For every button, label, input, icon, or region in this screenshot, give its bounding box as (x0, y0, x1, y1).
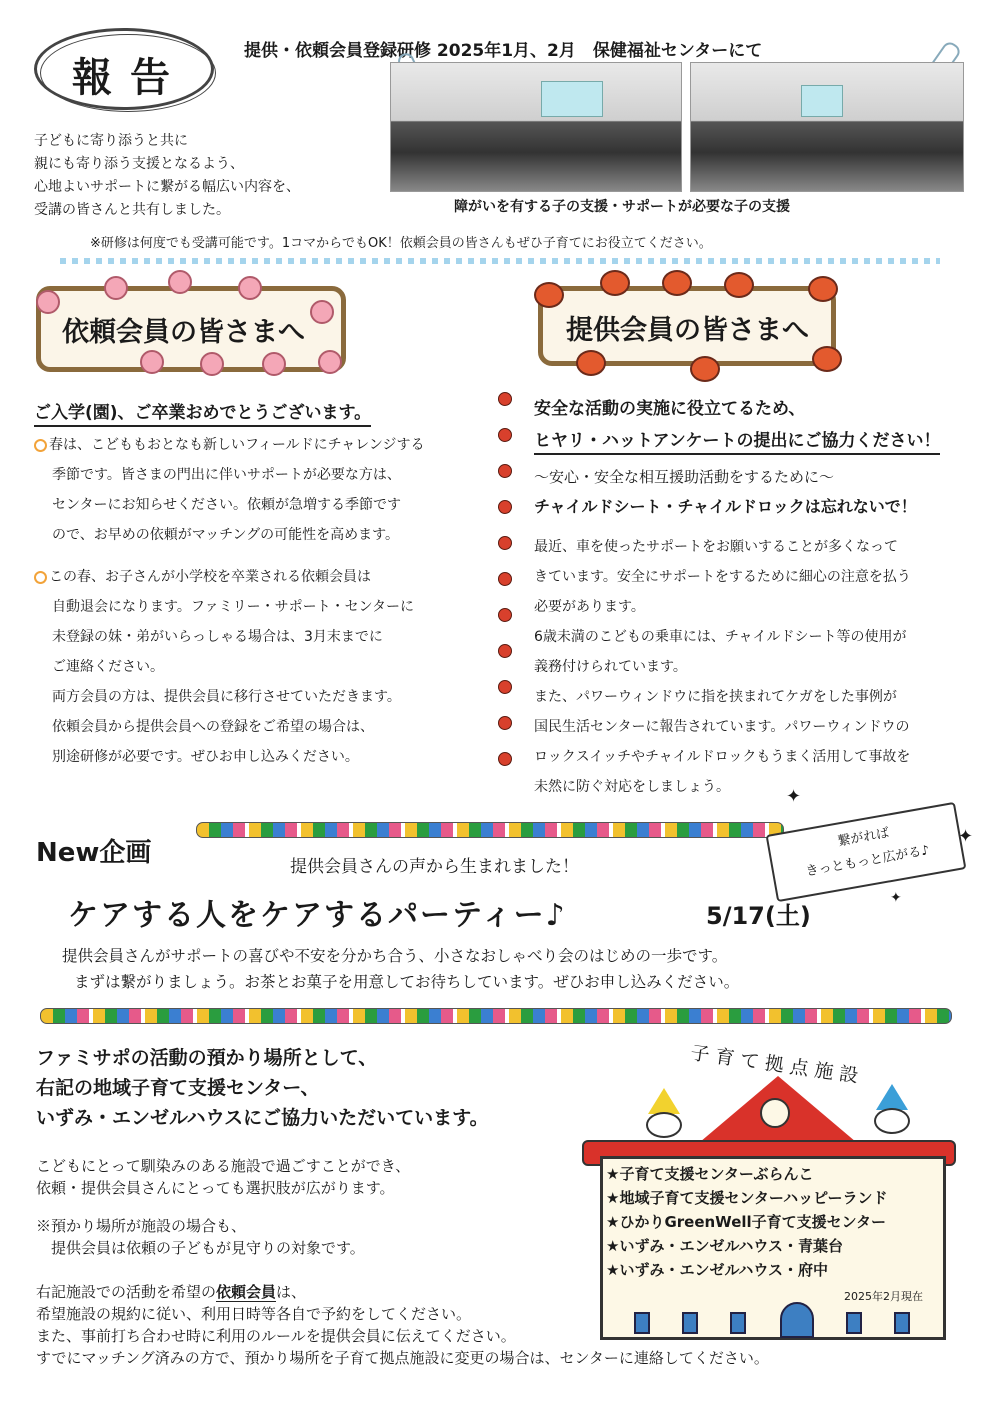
training-photo-2 (690, 62, 964, 192)
safety-subtitle: ～安心・安全な相互援助活動をするために～ (534, 468, 835, 486)
text-line: また、事前打ち合わせ時に利用のルールを提供会員に伝えてください。 (36, 1328, 516, 1345)
ladybug-icon (498, 500, 512, 514)
child-hat-icon (876, 1084, 908, 1110)
text-line: 依頼会員から提供会員への登録をご希望の場合は、 (52, 719, 374, 735)
ladybug-icon (498, 644, 512, 658)
text-line: ※預かり場所が施設の場合も、 (36, 1218, 247, 1235)
text-line: きています。安全にサポートをするために細心の注意を払う (534, 569, 911, 585)
house-label: 子育て拠点施設 (689, 1041, 866, 1089)
congrats-heading: ご入学(園)、ご卒業おめでとうございます。 (34, 398, 371, 427)
photo-caption: 障がいを有する子の支援・サポートが必要な子の支援 (454, 199, 790, 215)
text-line: ご連絡ください。 (52, 659, 164, 675)
client-frame-title: 依頼会員の皆さまへ (62, 317, 305, 348)
provider-frame-title: 提供会員の皆さまへ (566, 315, 809, 346)
party-title: ケアする人をケアするパーティー♪ (68, 898, 567, 933)
event-desc-1: 提供会員さんがサポートの喜びや不安を分かち合う、小さなおしゃべり会のはじめの一歩です。 (62, 947, 728, 965)
facility-headline (36, 1044, 489, 1134)
intro-line: 受講の皆さんと共有しました。 (34, 202, 230, 218)
sakura-icon (104, 276, 128, 300)
text-line: 6歳未満のこどもの乗車には、チャイルドシート等の使用が (534, 629, 907, 645)
text-line: 必要があります。 (534, 599, 645, 615)
provider-body (534, 532, 974, 802)
child-face-icon (646, 1112, 682, 1138)
sparkle-icon: ✦ (890, 890, 902, 906)
as-of-date: 2025年2月現在 (844, 1290, 923, 1303)
ladybug-icon (498, 464, 512, 478)
ladybug-icon (498, 716, 512, 730)
facility-list (606, 1162, 888, 1282)
text-line: 未登録の妹・弟がいらっしゃる場合は、3月末までに (52, 629, 383, 645)
text-line: また、パワーウィンドウに指を挟まれてケガをした事例が (534, 689, 897, 705)
text-line: 国民生活センターに報告されています。パワーウィンドウの (534, 719, 910, 735)
text-line: 依頼・提供会員さんにとっても選択肢が広がります。 (36, 1180, 395, 1197)
client-para-1 (34, 430, 484, 550)
event-subtitle: 提供会員さんの声から生まれました！ (290, 857, 579, 877)
report-intro (34, 130, 384, 222)
text-span: 右記施設での活動を希望の (36, 1284, 217, 1301)
child-face-icon (874, 1108, 910, 1134)
sakura-icon (140, 350, 164, 374)
training-photo-1 (390, 62, 682, 192)
training-notice: ※研修は何度でも受講可能です。1コマからでもOK！依頼会員の皆さんもぜひ子育てにお役立てください。 (90, 236, 712, 251)
intro-line: 親にも寄り添う支援となるよう、 (34, 156, 244, 172)
text-line: 別途研修が必要です。ぜひお申し込みください。 (52, 749, 359, 765)
wave-divider (60, 258, 940, 264)
facility-item: ★地域子育て支援センターハッピーランド (606, 1189, 888, 1207)
ladybug-icon (498, 536, 512, 550)
text-line: この春、お子さんが小学校を卒業される依頼会員は (49, 569, 371, 585)
ring-bullet-icon (34, 571, 47, 584)
window-icon (682, 1312, 698, 1334)
facility-item: ★いずみ・エンゼルハウス・青葉台 (606, 1237, 843, 1255)
sakura-icon (168, 270, 192, 294)
projector-screen (801, 85, 843, 117)
banner-ribbon (766, 802, 967, 902)
tomato-icon (808, 276, 838, 302)
event-desc-2: まずは繋がりましょう。お茶とお菓子を用意してお待ちしています。ぜひお申し込みください。 (74, 973, 740, 991)
ladybug-icon (498, 428, 512, 442)
ladybug-divider (498, 392, 512, 782)
facility-item: ★いずみ・エンゼルハウス・府中 (606, 1261, 828, 1279)
text-line: こどもにとって馴染みのある施設で過ごすことができ、 (36, 1158, 411, 1175)
safety-heading-2: ヒヤリ・ハットアンケートの提出にご協力ください！ (534, 426, 940, 455)
text-line: センターにお知らせください。依頼が急増する季節です (52, 497, 402, 513)
text-line: ロックスイッチやチャイルドロックもうまく活用して事故を (534, 749, 911, 765)
facility-item: ★子育て支援センターぶらんこ (606, 1165, 814, 1183)
sakura-icon (262, 352, 286, 376)
chain-decoration (196, 822, 784, 838)
sakura-icon (318, 350, 342, 374)
sakura-icon (238, 276, 262, 300)
training-header: 提供・依頼会員登録研修 2025年1月、2月 保健福祉センターにて (244, 41, 763, 61)
text-line: 最近、車を使ったサポートをお願いすることが多くなって (534, 539, 898, 555)
tomato-icon (812, 346, 842, 372)
tomato-icon (724, 272, 754, 298)
party-date: 5/17(土) (706, 902, 811, 930)
client-para-2 (34, 562, 484, 772)
tomato-icon (690, 356, 720, 382)
text-line: 春は、こどももおとなも新しいフィールドにチャレンジする (49, 437, 425, 453)
window-icon (634, 1312, 650, 1334)
text-line: 季節です。皆さまの門出に伴いサポートが必要な方は、 (52, 467, 401, 483)
intro-line: 心地よいサポートに繋がる幅広い内容を、 (34, 179, 300, 195)
projector-screen (541, 81, 603, 117)
headline-line: 右記の地域子育て支援センター、 (36, 1078, 320, 1099)
ladybug-icon (498, 680, 512, 694)
tomato-icon (534, 282, 564, 308)
emphasis-client: 依頼会員 (216, 1284, 277, 1301)
tomato-icon (662, 270, 692, 296)
text-line: 両方会員の方は、提供会員に移行させていただきます。 (52, 689, 401, 705)
banner-line-1: 繋がれば (836, 825, 891, 850)
text-line: 提供会員は依頼の子どもが見守りの対象です。 (36, 1240, 365, 1257)
headline-line: いずみ・エンゼルハウスにご協力いただいています。 (36, 1108, 489, 1129)
text-line: 義務付けられています。 (534, 659, 687, 675)
window-icon (894, 1312, 910, 1334)
child-hat-icon (648, 1088, 680, 1114)
roof-window-icon (760, 1098, 790, 1128)
ring-bullet-icon (34, 439, 47, 452)
tomato-icon (576, 350, 606, 376)
tomato-icon (600, 270, 630, 296)
ladybug-icon (498, 608, 512, 622)
sakura-icon (36, 290, 60, 314)
sparkle-icon: ✦ (786, 786, 802, 807)
facility-item: ★ひかりGreenWell子育て支援センター (606, 1213, 887, 1231)
door-icon (780, 1302, 814, 1338)
new-plan-label: New企画 (36, 838, 152, 868)
banner-line-2: きっともっと広がる♪ (804, 843, 931, 880)
headline-line: ファミサポの活動の預かり場所として、 (36, 1048, 378, 1069)
window-icon (730, 1312, 746, 1334)
sakura-icon (310, 300, 334, 324)
text-line: 希望施設の規約に従い、利用日時等各自で予約をしてください。 (36, 1306, 472, 1323)
text-line: ので、お早めの依頼がマッチングの可能性を高めます。 (52, 527, 400, 543)
ladybug-icon (498, 392, 512, 406)
ladybug-icon (498, 572, 512, 586)
sakura-icon (200, 352, 224, 376)
text-span: は、 (276, 1284, 307, 1301)
window-icon (846, 1312, 862, 1334)
facility-p1 (36, 1156, 410, 1200)
safety-heading-1: 安全な活動の実施に役立てるため、 (534, 399, 806, 419)
report-title: 報告 (72, 55, 188, 101)
sparkle-icon: ✦ (958, 826, 974, 847)
ladybug-icon (498, 752, 512, 766)
text-line: すでにマッチング済みの方で、預かり場所を子育て拠点施設に変更の場合は、センターに連絡してください。 (36, 1350, 769, 1367)
childseat-reminder: チャイルドシート・チャイルドロックは忘れないで！ (534, 497, 917, 516)
text-line: 未然に防ぐ対応をしましょう。 (534, 779, 730, 795)
intro-line: 子どもに寄り添うと共に (34, 133, 188, 149)
chain-decoration (40, 1008, 952, 1024)
text-line: 自動退会になります。ファミリー・サポート・センターに (52, 599, 415, 615)
facility-p2 (36, 1216, 365, 1260)
